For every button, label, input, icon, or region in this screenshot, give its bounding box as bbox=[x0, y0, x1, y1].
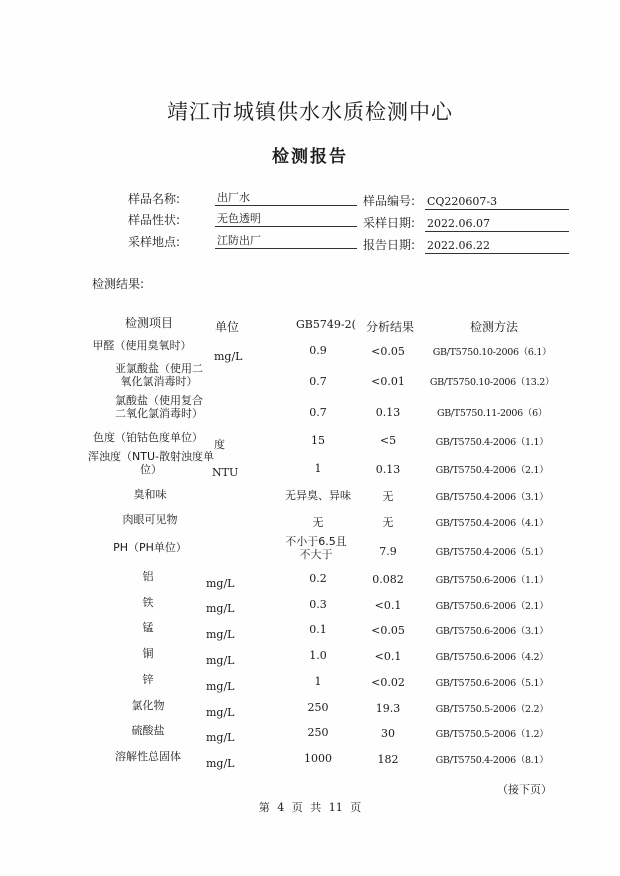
row-11-item: 锰 bbox=[142, 621, 154, 634]
row-6-item: 臭和味 bbox=[133, 488, 167, 501]
row-9-result: 0.082 bbox=[372, 573, 404, 586]
row-16-method: GB/T5750.4-2006（8.1） bbox=[435, 755, 549, 766]
page-number: 第 4 页 共 11 页 bbox=[258, 801, 362, 814]
row-11-standard: 0.1 bbox=[309, 623, 327, 636]
row-4-unit: 度 bbox=[214, 438, 225, 451]
row-1-standard: 0.9 bbox=[309, 344, 327, 357]
sample-id-value: CQ220607-3 bbox=[425, 194, 569, 210]
report-date-label: 报告日期: bbox=[363, 238, 416, 252]
row-9-item: 铝 bbox=[142, 570, 154, 583]
row-5-item: 浑浊度（NTU-散射浊度单位） bbox=[88, 450, 214, 476]
row-4-method: GB/T5750.4-2006（1.1） bbox=[435, 437, 549, 448]
row-10-standard: 0.3 bbox=[309, 598, 327, 611]
row-9-method: GB/T5750.6-2006（1.1） bbox=[435, 575, 549, 586]
row-15-standard: 250 bbox=[307, 726, 329, 739]
row-5-result: 0.13 bbox=[375, 463, 401, 476]
row-8-standard: 不小于6.5且不大于 bbox=[285, 535, 347, 561]
row-5-unit: NTU bbox=[212, 466, 239, 479]
row-7-method: GB/T5750.4-2006（4.1） bbox=[435, 518, 549, 529]
row-15-method: GB/T5750.5-2006（1.2） bbox=[435, 729, 549, 740]
sampling-date-label: 采样日期: bbox=[363, 216, 416, 230]
header-result: 分析结果 bbox=[366, 320, 415, 334]
row-2-method: GB/T5750.10-2006（13.2） bbox=[429, 377, 555, 388]
row-10-unit: mg/L bbox=[206, 602, 235, 615]
row-7-standard: 无 bbox=[312, 516, 324, 529]
continued-note: （接下页） bbox=[497, 783, 552, 796]
row-11-result: <0.05 bbox=[371, 624, 405, 637]
row-8-result: 7.9 bbox=[379, 545, 397, 558]
row-15-unit: mg/L bbox=[206, 731, 235, 744]
sampling-date-value: 2022.06.07 bbox=[425, 216, 569, 232]
row-14-unit: mg/L bbox=[206, 706, 235, 719]
report-title: 检测报告 bbox=[272, 147, 348, 167]
row-2-result: <0.01 bbox=[371, 375, 405, 388]
row-14-standard: 250 bbox=[307, 701, 329, 714]
row-1-item: 甲醛（使用臭氧时） bbox=[92, 339, 192, 352]
row-3-method: GB/T5750.11-2006（6） bbox=[436, 408, 548, 419]
row-11-unit: mg/L bbox=[206, 628, 235, 641]
row-3-standard: 0.7 bbox=[309, 406, 327, 419]
row-8-method: GB/T5750.4-2006（5.1） bbox=[435, 547, 549, 558]
organization-name: 靖江市城镇供水水质检测中心 bbox=[167, 100, 453, 124]
sample-name-label: 样品名称: bbox=[128, 192, 181, 206]
row-4-standard: 15 bbox=[311, 434, 325, 447]
row-3-item: 氯酸盐（使用复合二氧化氯消毒时） bbox=[115, 394, 203, 420]
row-14-result: 19.3 bbox=[375, 702, 401, 715]
row-3-result: 0.13 bbox=[375, 406, 401, 419]
row-1-result: <0.05 bbox=[371, 345, 405, 358]
row-2-item: 亚氯酸盐（使用二氧化氯消毒时） bbox=[115, 362, 203, 388]
row-16-unit: mg/L bbox=[206, 757, 235, 770]
row-9-standard: 0.2 bbox=[309, 572, 327, 585]
row-6-standard: 无异臭、异味 bbox=[285, 489, 351, 502]
row-14-item: 氯化物 bbox=[131, 699, 165, 712]
row-15-item: 硫酸盐 bbox=[131, 724, 165, 737]
row-1-method: GB/T5750.10-2006（6.1） bbox=[432, 347, 552, 358]
row-13-result: <0.02 bbox=[371, 676, 405, 689]
row-12-unit: mg/L bbox=[206, 654, 235, 667]
row-5-standard: 1 bbox=[314, 462, 322, 475]
report-date-value: 2022.06.22 bbox=[425, 238, 569, 254]
row-15-result: 30 bbox=[381, 727, 395, 740]
row-12-method: GB/T5750.6-2006（4.2） bbox=[435, 652, 549, 663]
row-16-item: 溶解性总固体 bbox=[115, 750, 181, 763]
row-10-item: 铁 bbox=[142, 596, 154, 609]
header-unit: 单位 bbox=[215, 320, 240, 334]
row-10-method: GB/T5750.6-2006（2.1） bbox=[435, 601, 549, 612]
row-12-standard: 1.0 bbox=[309, 649, 327, 662]
row-4-item: 色度（铂钴色度单位） bbox=[93, 431, 203, 444]
row-4-result: <5 bbox=[379, 434, 397, 447]
sample-state-value: 无色透明 bbox=[215, 211, 357, 227]
row-9-unit: mg/L bbox=[206, 577, 235, 590]
row-7-item: 肉眼可见物 bbox=[122, 513, 178, 526]
row-12-result: <0.1 bbox=[374, 650, 402, 663]
row-6-result: 无 bbox=[382, 490, 394, 503]
sampling-location-value: 江防出厂 bbox=[215, 233, 357, 249]
row-5-method: GB/T5750.4-2006（2.1） bbox=[435, 465, 549, 476]
header-method: 检测方法 bbox=[470, 320, 519, 334]
row-11-method: GB/T5750.6-2006（3.1） bbox=[435, 626, 549, 637]
header-item: 检测项目 bbox=[125, 316, 174, 330]
row-6-method: GB/T5750.4-2006（3.1） bbox=[435, 492, 549, 503]
row-1-unit: mg/L bbox=[214, 350, 243, 363]
row-2-standard: 0.7 bbox=[309, 375, 327, 388]
sample-name-value: 出厂水 bbox=[215, 190, 357, 206]
sample-state-label: 样品性状: bbox=[128, 213, 181, 227]
sample-id-label: 样品编号: bbox=[363, 194, 416, 208]
row-13-unit: mg/L bbox=[206, 680, 235, 693]
header-standard: GB5749-2( bbox=[296, 318, 356, 331]
sampling-location-label: 采样地点: bbox=[128, 235, 181, 249]
row-16-standard: 1000 bbox=[304, 752, 332, 765]
results-label: 检测结果: bbox=[92, 277, 145, 291]
row-13-method: GB/T5750.6-2006（5.1） bbox=[435, 678, 549, 689]
row-16-result: 182 bbox=[377, 753, 399, 766]
row-8-item: PH（PH单位） bbox=[113, 541, 187, 554]
row-7-result: 无 bbox=[382, 516, 394, 529]
row-13-standard: 1 bbox=[314, 675, 322, 688]
row-14-method: GB/T5750.5-2006（2.2） bbox=[435, 704, 549, 715]
row-12-item: 铜 bbox=[142, 647, 154, 660]
row-10-result: <0.1 bbox=[374, 599, 402, 612]
row-13-item: 锌 bbox=[142, 673, 154, 686]
